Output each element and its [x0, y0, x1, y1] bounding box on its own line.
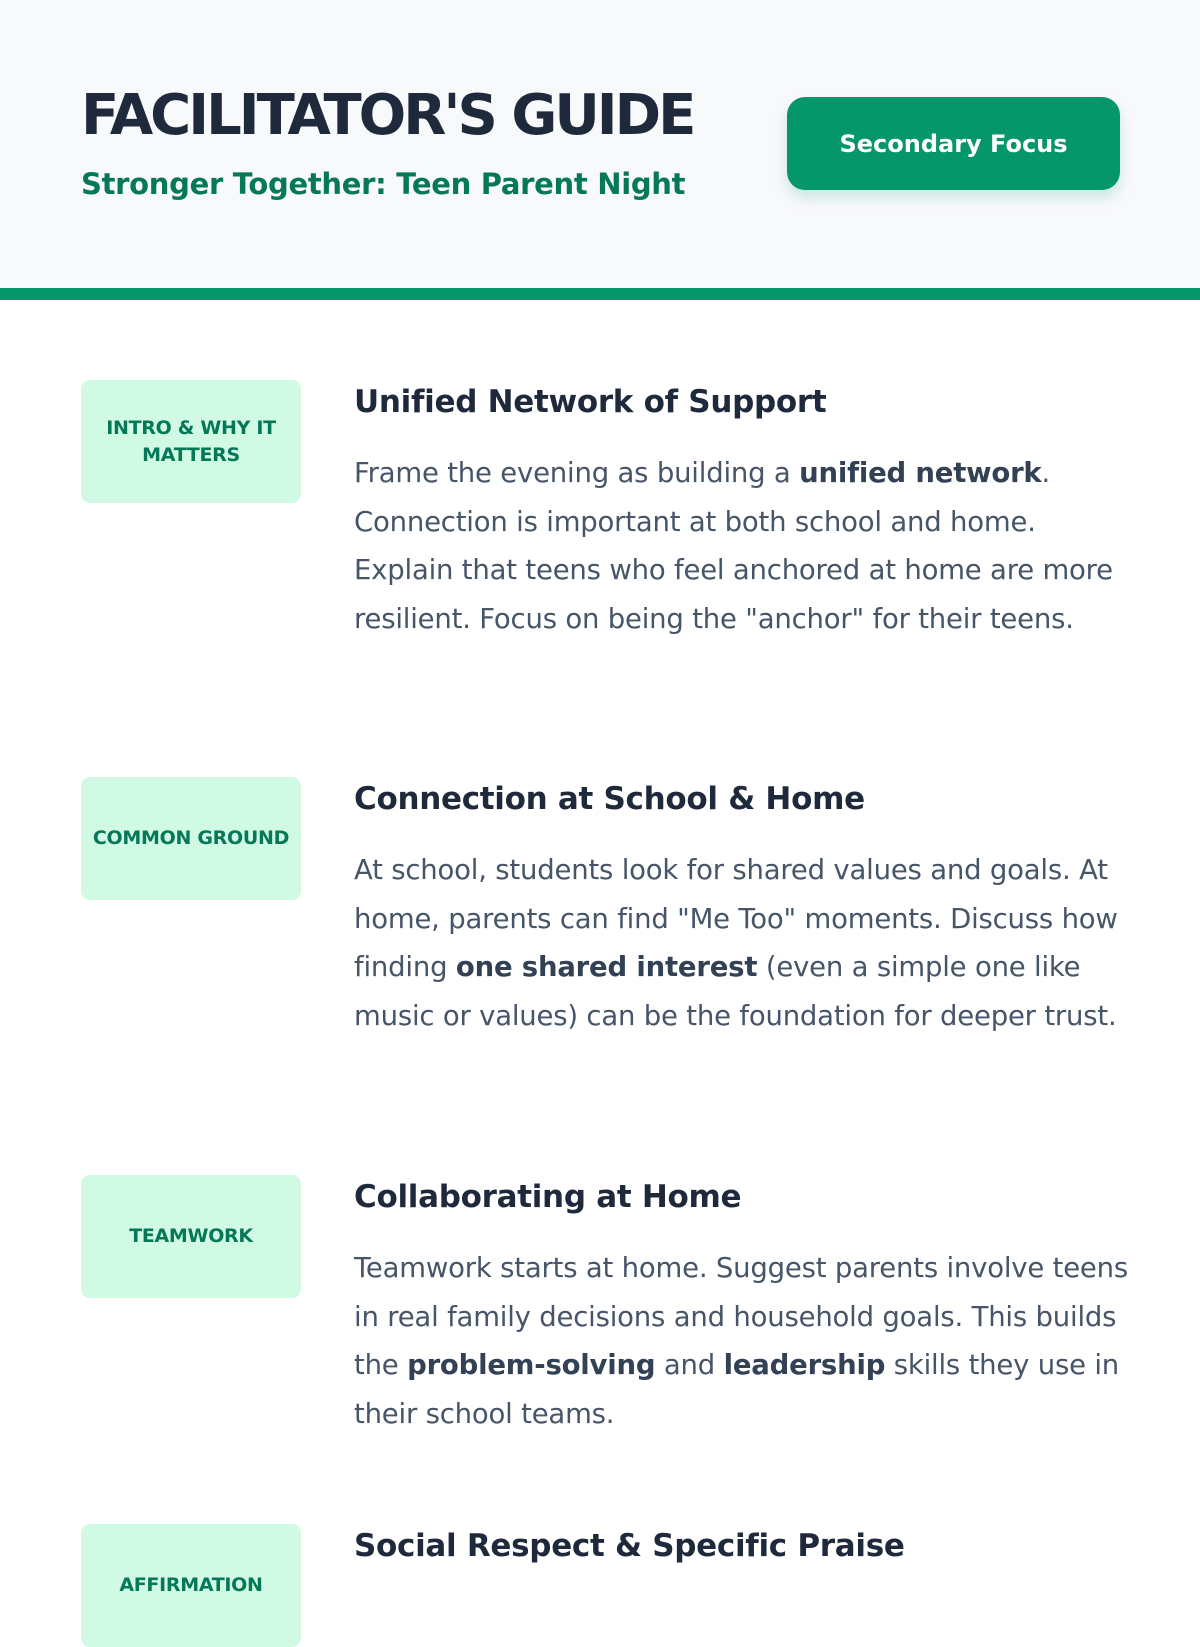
header-divider [0, 288, 1200, 300]
guide-subtitle: Stronger Together: Teen Parent Night [81, 167, 686, 201]
section-tag [81, 380, 301, 503]
section-tag-label: INTRO & WHY IT MATTERS [106, 416, 276, 466]
emphasis-text: unified network [799, 457, 1042, 489]
emphasis-text: leadership [723, 1349, 886, 1381]
section-tag-label: COMMON GROUND [92, 827, 290, 849]
emphasis-text: problem-solving [407, 1349, 656, 1381]
section-body: Frame the evening as building a unified network. Connection is important at both school and home. Explain that teens who feel anchored at home are more resilient. Focus on being the "anchor" for their teens. [354, 457, 1113, 635]
section-body: At school, students look for shared values and goals. At home, parents can find "Me Too" moments. Discuss how finding one shared interest (even a simple one like music or values) can be the foundation for deeper trust. [354, 854, 1118, 1032]
section-tag-label: AFFIRMATION [119, 1574, 263, 1596]
section-title: Collaborating at Home [354, 1179, 742, 1215]
emphasis-text: one shared interest [455, 951, 758, 983]
guide-title: FACILITATOR'S GUIDE [81, 83, 694, 148]
section-body: Teamwork starts at home. Suggest parents involve teens in real family decisions and household goals. This builds the problem-solving and leadership skills they use in their school teams. [354, 1252, 1129, 1430]
section-tag [81, 1524, 301, 1647]
section-tag [81, 777, 301, 900]
section-tag [81, 1175, 301, 1298]
section-title: Connection at School & Home [354, 781, 865, 817]
section-title: Social Respect & Specific Praise [354, 1528, 905, 1564]
section-title: Unified Network of Support [354, 384, 827, 420]
section-tag-label: TEAMWORK [129, 1225, 253, 1247]
secondary-focus-button[interactable]: Secondary Focus [787, 97, 1120, 190]
page-header [0, 0, 1200, 288]
